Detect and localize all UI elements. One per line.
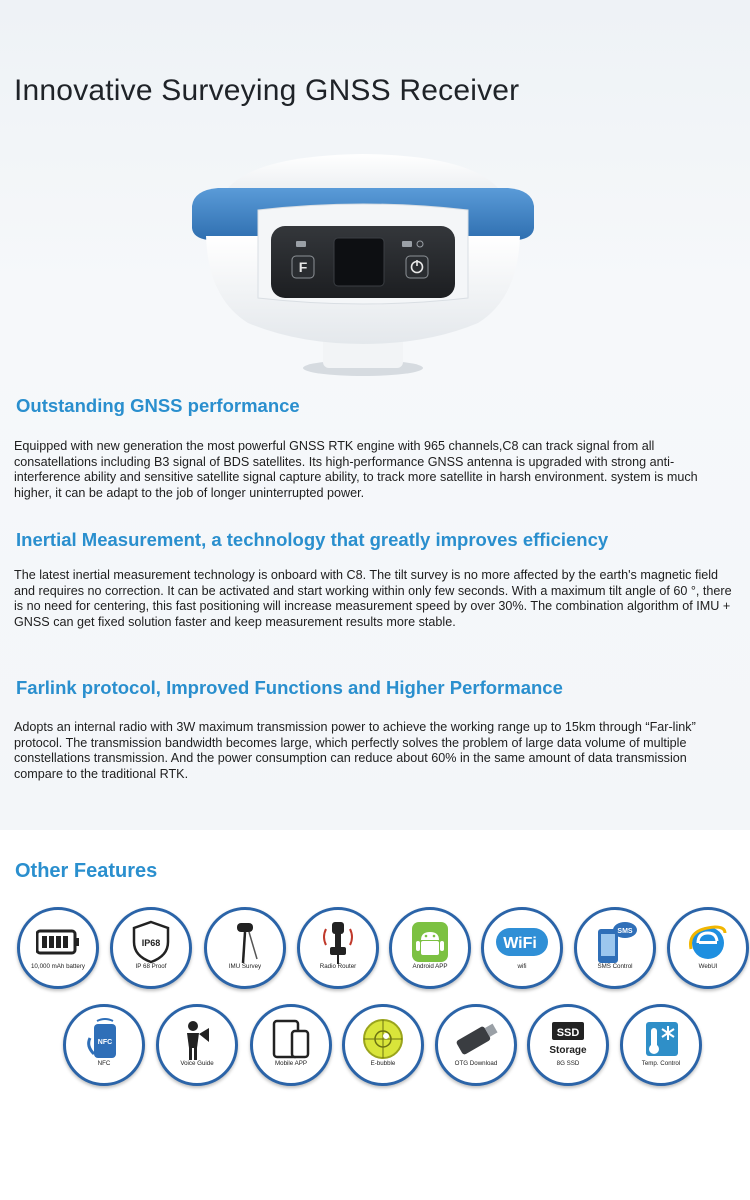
section-body-farlink: Adopts an internal radio with 3W maximum transmission power to achieve the working range up to 15km through “Far-link” protocol. The transmission bandwidth becomes large, which perfectly solves the problem of large data volume of multiple constellations transmission. And the power consumption can reduce about 60% in the same amount of data transmission compare to the traditional RTK. [14,720,696,781]
feature-android-app [389,907,471,989]
feature-label: Radio Router [319,963,357,970]
section-body-inertial: The latest inertial measurement technology is onboard with C8. The tilt survey is no more affected by the earth's magnetic field and requires no correction. It can be activated and start working within only few seconds. With a maximum tilt angle of 60 °, there is no need for centering, this fast positioning will increase measurement speed by over 30%. The combination algorithm of IMU + GNSS can get fixed solution faster and keep measurement results more stable. [14,568,732,629]
wifi-badge: WiFi [503,935,537,952]
feature-label: 10,000 mAh battery [30,963,85,970]
feature-imu-survey [204,907,286,989]
feature-temp-control [620,1004,702,1086]
feature-label: OTG Download [454,1060,498,1067]
feature-battery [17,907,99,989]
feature-label: IMU Survey [228,963,262,970]
ssd-badge: SSD [556,1027,580,1039]
storage-badge: Storage [549,1045,587,1056]
section-heading-gnss: Outstanding GNSS performance [16,395,300,416]
feature-radio-router [297,907,379,989]
battery-icon [36,929,80,955]
nfc-icon [82,1016,126,1062]
shield-icon [131,920,171,964]
gnss-receiver-image [188,148,538,380]
mobile-app-icon [268,1017,314,1061]
feature-label: wifi [517,963,527,970]
feature-otg-download [435,1004,517,1086]
feature-label: Voice Guide [180,1060,214,1067]
radio-router-icon [318,919,358,965]
feature-label: WebUI [698,963,718,970]
feature-label: E-bubble [370,1060,396,1067]
feature-label: IP 68 Proof [135,963,167,970]
usb-drive-icon [451,1019,501,1059]
feature-wifi [481,907,563,989]
section-body-gnss: Equipped with new generation the most powerful GNSS RTK engine with 965 channels,C8 can track signal from all consatellations including B3 signal of BDS satellites. Its high-performance GNSS antenna is upgraded with strong anti-interference ability and sensitive satellite signal capture ability, to track more satellite in harsh environment. system is much higher, it can be adapt to the job of longer uninterrupted power. [14,439,698,500]
features-title: Other Features [15,860,158,882]
nfc-badge: NFC [97,1039,113,1046]
sms-badge: SMS [617,928,633,935]
e-bubble-icon [361,1017,405,1061]
feature-voice-guide [156,1004,238,1086]
section-heading-inertial: Inertial Measurement, a technology that greatly improves efficiency [16,529,609,550]
feature-mobile-app [250,1004,332,1086]
feature-label: Android APP [412,963,448,970]
f-button-label: F [298,259,308,275]
page-title: Innovative Surveying GNSS Receiver [14,74,520,107]
thermometer-icon [638,1016,684,1062]
feature-label: Temp. Control [641,1060,681,1067]
voice-guide-icon [177,1016,217,1062]
ssd-icon [544,1016,592,1062]
feature-webui [667,907,749,989]
ip68-badge: IP68 [141,938,161,948]
feature-label: SMS Control [597,963,633,970]
feature-label: Mobile APP [275,1060,307,1067]
feature-ip68 [110,907,192,989]
wifi-icon [495,924,549,960]
survey-pole-icon [227,919,263,965]
feature-nfc [63,1004,145,1086]
feature-label: NFC [97,1060,111,1067]
feature-label: 8G SSD [556,1060,580,1067]
feature-ssd [527,1004,609,1086]
sms-icon [592,919,638,965]
feature-e-bubble [342,1004,424,1086]
section-heading-farlink: Farlink protocol, Improved Functions and Higher Performance [16,677,563,698]
android-icon [410,920,450,964]
feature-sms-control [574,907,656,989]
web-browser-icon [685,919,731,965]
